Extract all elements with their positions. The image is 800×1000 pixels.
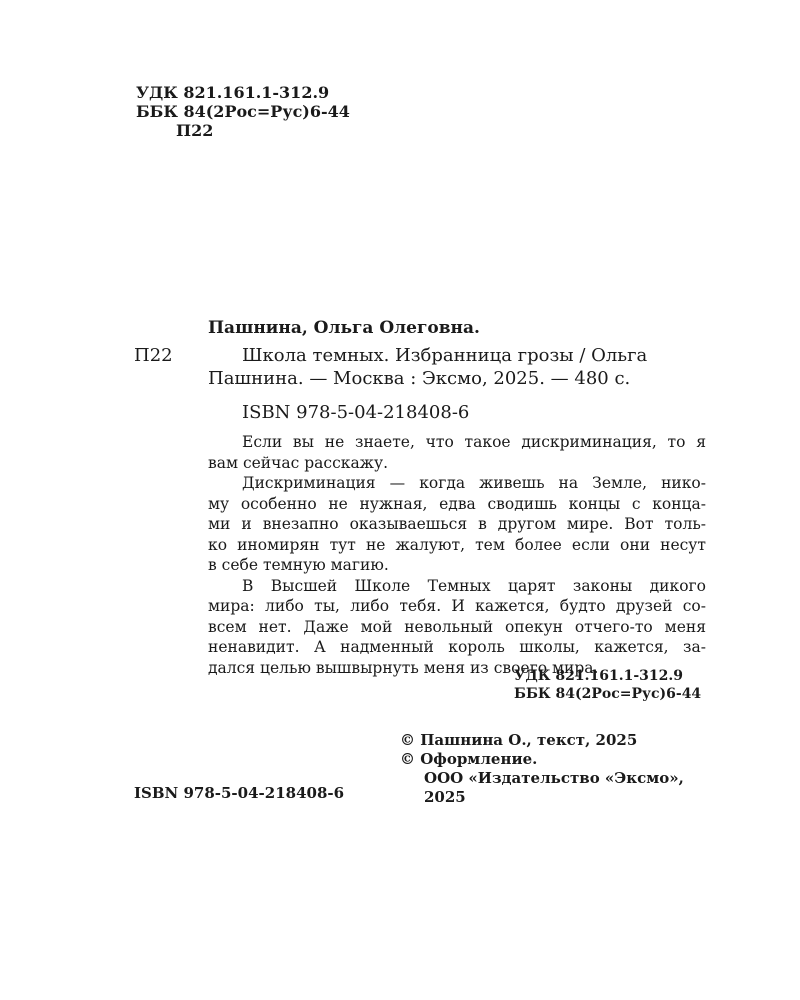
copyright-design: © Оформление. bbox=[400, 750, 538, 768]
annotation-line: в себе темную магию. bbox=[208, 556, 389, 574]
annotation-line: всем нет. Даже мой невольный опекун отчего-то меня bbox=[208, 617, 706, 636]
copyright-block bbox=[400, 731, 684, 807]
title-line-1: Школа темных. Избранница грозы / Ольга bbox=[242, 345, 648, 366]
entry-isbn: ISBN 978-5-04-218408-6 bbox=[242, 402, 470, 423]
bottom-isbn: ISBN 978-5-04-218408-6 bbox=[134, 784, 345, 802]
annotation bbox=[208, 432, 706, 678]
copyright-year: 2025 bbox=[424, 788, 466, 806]
footer-classification-codes bbox=[514, 667, 701, 703]
annotation-line: Дискриминация — когда живешь на Земле, нико- bbox=[242, 474, 706, 492]
footer-udk-code: УДК 821.161.1-312.9 bbox=[514, 668, 684, 684]
bbk-code: ББК 84(2Рос=Рус)6-44 bbox=[136, 102, 350, 121]
annotation-line: вам сейчас расскажу. bbox=[208, 453, 388, 472]
annotation-line: ко иномирян тут не жалуют, тем более если они несут bbox=[208, 535, 706, 554]
annotation-line: му особенно не нужная, едва сводишь концы с конца- bbox=[208, 494, 706, 513]
udk-code: УДК 821.161.1-312.9 bbox=[136, 83, 330, 102]
annotation-line: Если вы не знаете, что такое дискриминация, то я bbox=[242, 433, 706, 451]
author-mark: П22 bbox=[176, 121, 214, 140]
annotation-line: мира: либо ты, либо тебя. И кажется, будто друзей со- bbox=[208, 597, 706, 615]
annotation-line: дался целью вышвырнуть меня из своего мира. bbox=[208, 658, 599, 677]
author-heading: Пашнина, Ольга Олеговна. bbox=[208, 318, 480, 338]
annotation-line: ми и внезапно оказываешься в другом мире. Вот толь- bbox=[208, 515, 706, 533]
top-classification-codes bbox=[136, 83, 350, 140]
copyright-publisher: ООО «Издательство «Эксмо», bbox=[424, 769, 684, 787]
copyright-text: © Пашнина О., текст, 2025 bbox=[400, 731, 638, 749]
title-line-2: Пашнина. — Москва : Эксмо, 2025. — 480 с. bbox=[208, 368, 631, 389]
footer-bbk-code: ББК 84(2Рос=Рус)6-44 bbox=[514, 686, 702, 702]
entry-author-mark: П22 bbox=[134, 345, 173, 366]
annotation-line: ненавидит. А надменный король школы, кажется, за- bbox=[208, 638, 706, 656]
annotation-line: В Высшей Школе Темных царят законы дикого bbox=[242, 576, 706, 595]
